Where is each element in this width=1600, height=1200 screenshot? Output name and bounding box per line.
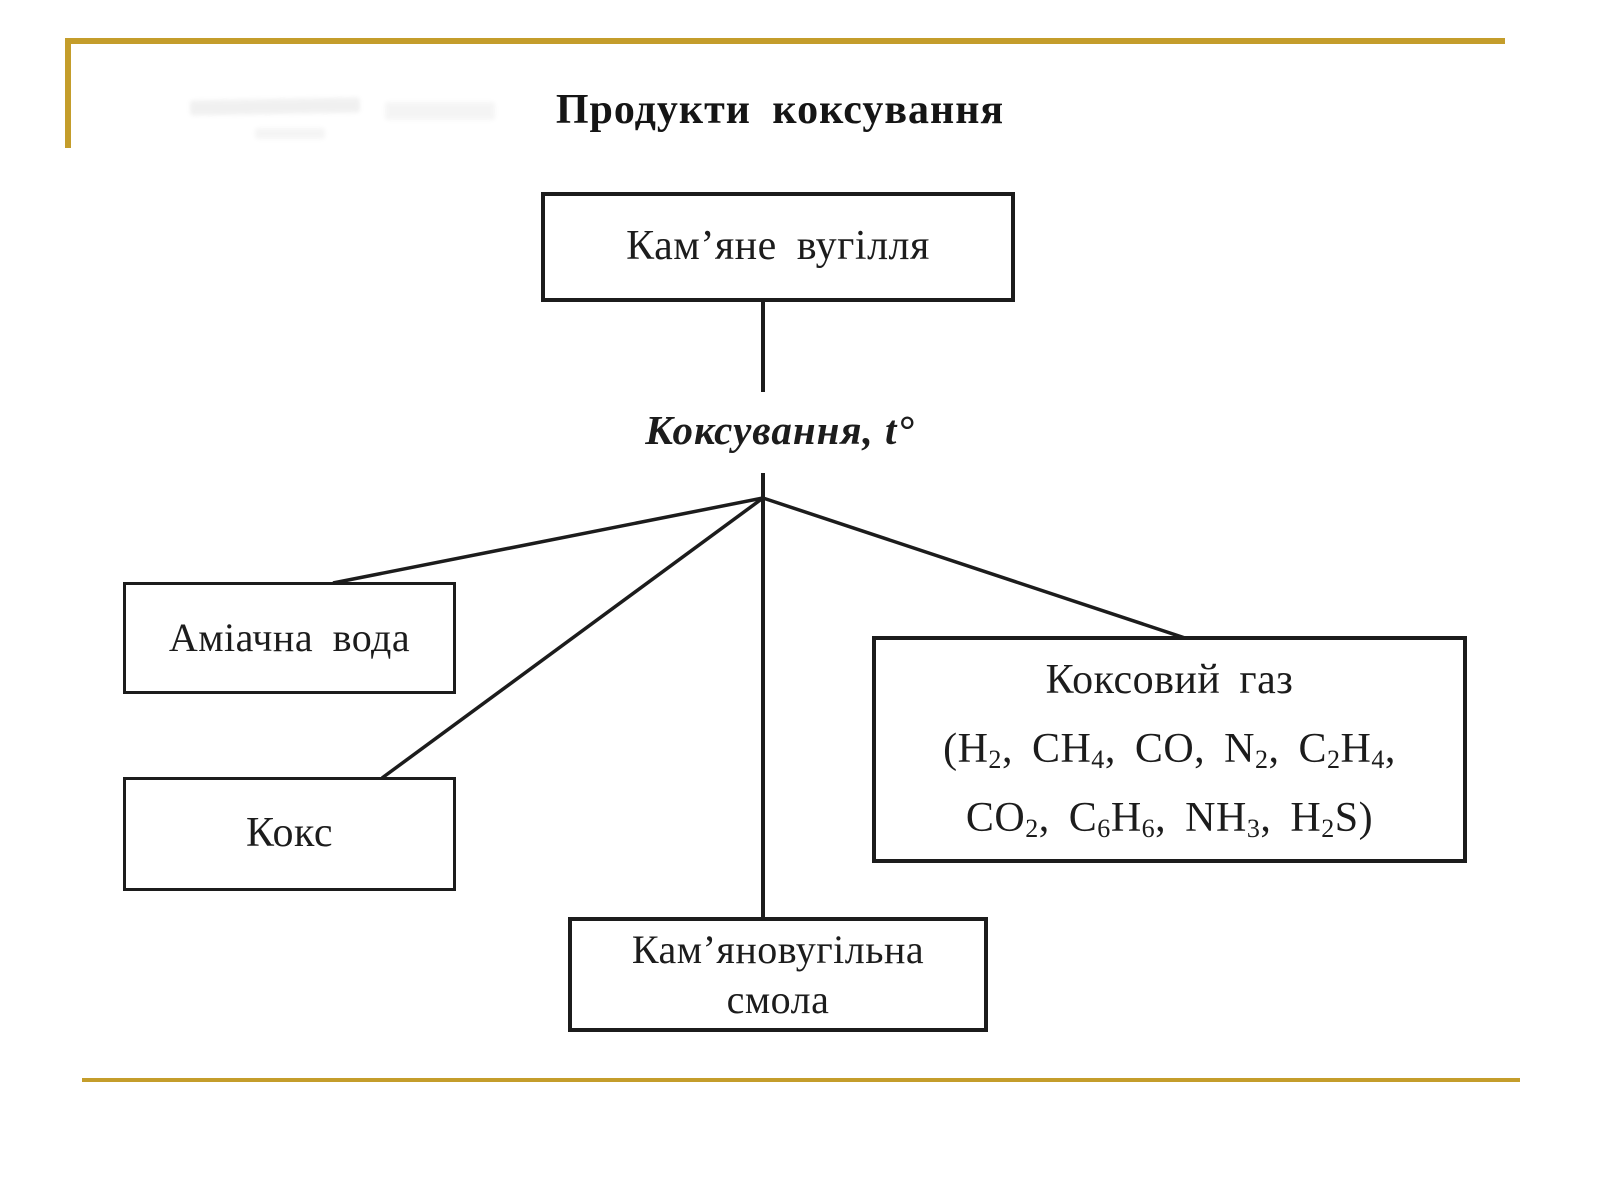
- node-coal-label: Кам’яне вугілля: [626, 223, 930, 270]
- node-coal: [541, 192, 1015, 302]
- node-coke-gas-formula-line1: ($H_2$, $CH_4$, CO, $N_2$, $C_2H_4$,: [943, 726, 1396, 774]
- node-coke-gas: [872, 636, 1467, 863]
- diagram-title: Продукти коксування: [555, 87, 1005, 133]
- process-label: Коксування, t°: [645, 407, 915, 453]
- node-coke-label: Кокс: [246, 810, 333, 857]
- node-ammonia-water-label: Аміачна вода: [168, 614, 411, 660]
- connector-hub-to-ammonia: [333, 498, 763, 583]
- node-coal-tar: [568, 917, 988, 1032]
- connector-hub-to-gas: [763, 498, 1185, 638]
- node-coke-gas-formula-line2: $CO_2$, $C_6H_6$, $NH_3$, $H_2S$): [965, 794, 1374, 843]
- node-ammonia-water: [123, 582, 456, 694]
- node-coal-tar-line2: смола: [726, 976, 830, 1022]
- node-coke: [123, 777, 456, 891]
- node-coke-gas-title: Коксовий газ: [1045, 657, 1294, 704]
- node-coal-tar-line1: Кам’яновугільна: [631, 926, 925, 972]
